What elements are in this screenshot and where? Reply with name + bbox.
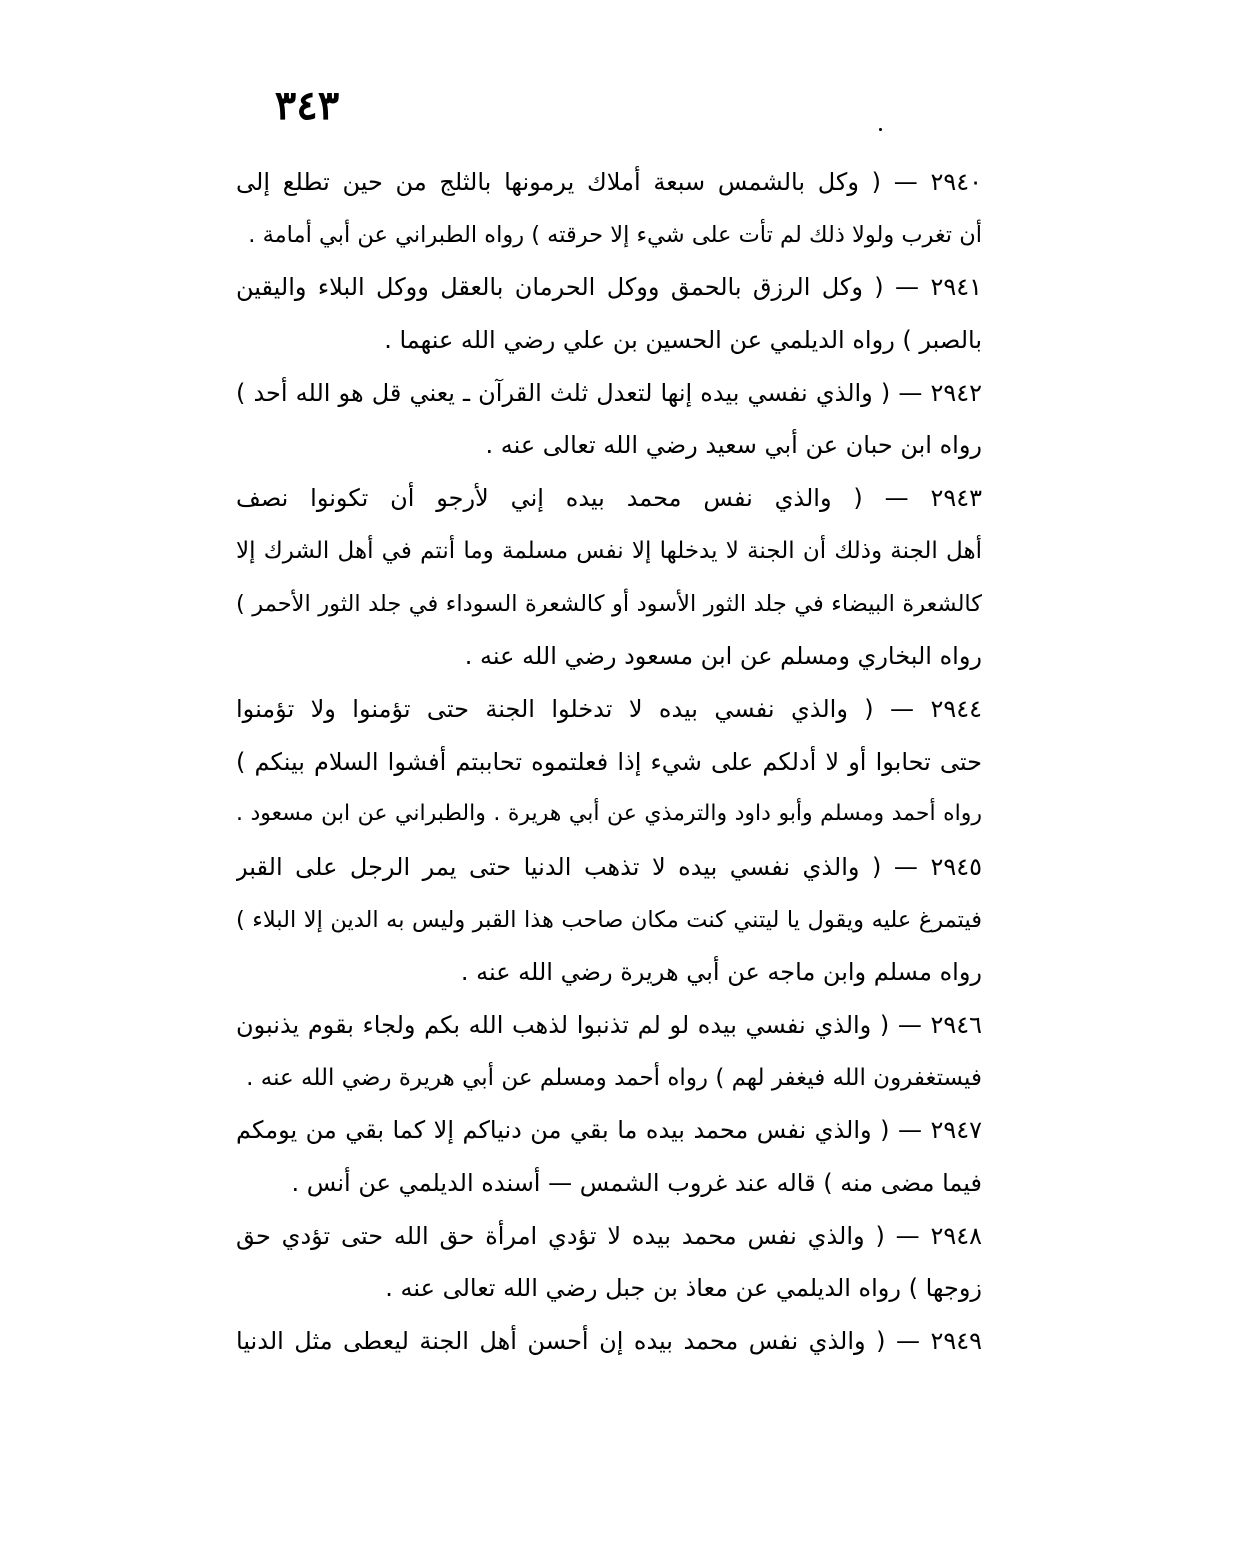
text-line: ٢٩٤٦ — ( والذي نفسي بيده لو لم تذنبوا لذهب الله بكم ولجاء بقوم يذنبون	[236, 1011, 982, 1039]
text-line: ٢٩٤٠ — ( وكل بالشمس سبعة أملاك يرمونها بالثلج من حين تطلع إلى	[236, 168, 982, 196]
text-line: كالشعرة البيضاء في جلد الثور الأسود أو كالشعرة السوداء في جلد الثور الأحمر )	[236, 590, 982, 617]
text-line: ٢٩٤٤ — ( والذي نفسي بيده لا تدخلوا الجنة حتى تؤمنوا ولا تؤمنوا	[236, 694, 982, 723]
text-line: حتى تحابوا أو لا أدلكم على شيء إذا فعلتموه تحاببتم أفشوا السلام بينكم )	[236, 747, 982, 776]
text-line: رواه ابن حبان عن أبي سعيد رضي الله تعالى عنه .	[485, 431, 982, 460]
text-line: رواه أحمد ومسلم وأبو داود والترمذي عن أبي هريرة . والطبراني عن ابن مسعود .	[236, 801, 982, 827]
text-line: رواه البخاري ومسلم عن ابن مسعود رضي الله عنه .	[464, 642, 982, 671]
hadith-text-block	[236, 156, 982, 1368]
text-line: فيستغفرون الله فيغفر لهم ) رواه أحمد ومسلم عن أبي هريرة رضي الله عنه .	[246, 1064, 982, 1091]
text-line: أهل الجنة وذلك أن الجنة لا يدخلها إلا نفس مسلمة وما أنتم في أهل الشرك إلا	[236, 537, 982, 564]
text-line: ٢٩٤٨ — ( والذي نفس محمد بيده لا تؤدي امرأة حق الله حتى تؤدي حق	[236, 1221, 982, 1250]
text-line: ٢٩٤١ — ( وكل الرزق بالحمق ووكل الحرمان بالعقل ووكل البلاء واليقين	[236, 273, 982, 302]
text-line: فيما مضى منه ) قاله عند غروب الشمس — أسنده الديلمي عن أنس .	[291, 1169, 982, 1198]
text-line: ٢٩٤٧ — ( والذي نفس محمد بيده ما بقي من دنياكم إلا كما بقي من يومكم	[236, 1116, 982, 1145]
text-line: أن تغرب ولولا ذلك لم تأت على شيء إلا حرقته ) رواه الطبراني عن أبي أمامة .	[248, 221, 982, 248]
text-line: ٢٩٤٩ — ( والذي نفس محمد بيده إن أحسن أهل الجنة ليعطى مثل الدنيا	[236, 1327, 982, 1356]
text-line: ٢٩٤٥ — ( والذي نفسي بيده لا تذهب الدنيا حتى يمر الرجل على القبر	[236, 852, 982, 881]
text-line: فيتمرغ عليه ويقول يا ليتني كنت مكان صاحب هذا القبر وليس به الدين إلا البلاء )	[236, 906, 982, 933]
text-line: زوجها ) رواه الديلمي عن معاذ بن جبل رضي الله تعالى عنه .	[385, 1274, 982, 1303]
ink-speck	[879, 128, 882, 131]
text-line: ٢٩٤٣ — ( والذي نفس محمد بيده إني لأرجو أن تكونوا نصف	[236, 484, 982, 513]
text-line: رواه مسلم وابن ماجه عن أبي هريرة رضي الله عنه .	[460, 958, 982, 987]
text-line: ٢٩٤٢ — ( والذي نفسي بيده إنها لتعدل ثلث القرآن ـ يعني قل هو الله أحد )	[236, 378, 982, 407]
page-number: ٣٤٣	[274, 82, 340, 129]
text-line: بالصبر ) رواه الديلمي عن الحسين بن علي رضي الله عنهما .	[384, 326, 982, 355]
